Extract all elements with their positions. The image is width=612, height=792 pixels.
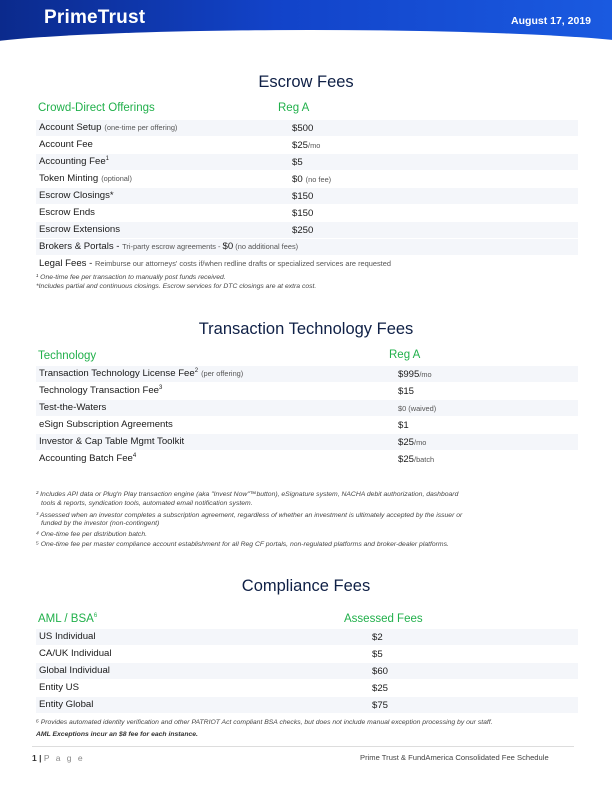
- escrow-legal-row: [36, 256, 578, 272]
- compliance-footnote-bold: AML Exceptions incur an $8 fee for each instance.: [36, 731, 198, 738]
- row-label: Entity US: [39, 682, 79, 693]
- table-row: [36, 400, 578, 416]
- escrow-col-rega: Reg A: [278, 102, 310, 114]
- table-row: [36, 417, 578, 433]
- row-value: $150: [292, 208, 314, 219]
- table-row: [36, 680, 578, 696]
- compliance-col-assessed: Assessed Fees: [344, 613, 423, 625]
- row-label: Account Setup (one-time per offering): [39, 122, 178, 133]
- primetrust-logo: PrimeTrust: [44, 7, 146, 28]
- row-label: Escrow Extensions: [39, 224, 121, 235]
- footer-doc-title: Prime Trust & FundAmerica Consolidated Fee Schedule: [360, 753, 549, 762]
- escrow-col-offerings: Crowd-Direct Offerings: [38, 102, 155, 114]
- row-value: $0 (waived): [398, 404, 437, 413]
- row-label: Entity Global: [39, 699, 94, 710]
- tech-footnote-4: ⁴ One-time fee per distribution batch.: [36, 531, 147, 538]
- row-label: Test-the-Waters: [39, 402, 107, 413]
- row-value: $995/mo: [398, 369, 432, 380]
- table-row: [36, 137, 578, 153]
- compliance-footnote: ⁶ Provides automated identity verification and other PATRIOT Act compliant BSA checks, but does not include manual exception processing by our staff.: [36, 719, 493, 726]
- table-row: [36, 171, 578, 187]
- row-value: $25/batch: [398, 454, 435, 465]
- row-label: Escrow Ends: [39, 207, 95, 218]
- table-row: [36, 188, 578, 204]
- row-value: $250: [292, 225, 314, 236]
- table-row: [36, 646, 578, 662]
- row-label: Accounting Fee$^1$: [39, 156, 110, 168]
- row-label: Technology Transaction Fee$^3$: [39, 385, 163, 397]
- table-row: [36, 205, 578, 221]
- table-row: [36, 120, 578, 136]
- table-row: [36, 154, 578, 170]
- brokers-label: Brokers & Portals - Tri-party escrow agreements - $0 (no additional fees): [39, 241, 299, 252]
- row-value: $500: [292, 123, 314, 134]
- compliance-title: Compliance Fees: [241, 577, 371, 595]
- tech-footnote-2b: tools & reports, syndication tools, automated email notification system.: [41, 500, 253, 507]
- row-value: $0 (no fee): [292, 174, 332, 185]
- row-label: Escrow Closings*: [39, 190, 114, 201]
- row-value: $1: [398, 420, 409, 431]
- header-date: August 17, 2019: [511, 15, 591, 27]
- row-label: Token Minting (optional): [39, 173, 133, 184]
- row-label: Account Fee: [39, 139, 93, 150]
- row-value: $75: [372, 700, 389, 711]
- tech-footnote-3a: ³ Assessed when an investor completes a subscription agreement, regardless of whether an investment is ultimately accepted by the issuer or: [36, 512, 463, 519]
- footer-page-label: 1 | P a g e: [32, 753, 85, 763]
- row-value: $150: [292, 191, 314, 202]
- row-label: Accounting Batch Fee$^4$: [39, 453, 137, 465]
- tech-title: Transaction Technology Fees: [198, 320, 414, 338]
- escrow-brokers-row: [36, 239, 578, 255]
- tech-footnote-2a: ² Includes API data or Plug'n Play transaction engine (aka "Invest Now"™button), eSignature system, NACHA debit authorization, dashboard: [36, 491, 459, 498]
- row-value: $25: [372, 683, 389, 694]
- table-row: [36, 434, 578, 450]
- row-value: $60: [372, 666, 389, 677]
- escrow-title: Escrow Fees: [258, 73, 354, 91]
- escrow-footnote-2: *Includes partial and continuous closings. Escrow services for DTC closings are at extra cost.: [36, 283, 317, 290]
- compliance-col-aml: AML / BSA$^6$: [38, 613, 98, 625]
- escrow-footnote-1: ¹ One-time fee per transaction to manually post funds received.: [36, 274, 226, 281]
- row-label: CA/UK Individual: [39, 648, 112, 659]
- table-row: [36, 222, 578, 238]
- row-value: $2: [372, 632, 383, 643]
- legal-label: Legal Fees - Reimburse our attorneys' costs if/when redline drafts or specialized services are requested: [39, 258, 391, 269]
- table-row: [36, 366, 578, 382]
- table-row: [36, 697, 578, 713]
- tech-footnote-5: ⁵ One-time fee per master compliance account establishment for all Reg CF portals, non-regulated platforms and broker-dealer platforms.: [36, 541, 449, 548]
- row-value: $5: [372, 649, 383, 660]
- row-label: US Individual: [39, 631, 96, 642]
- row-value: $5: [292, 157, 303, 168]
- row-value: $15: [398, 386, 415, 397]
- footer-divider: [32, 746, 574, 747]
- header-swoosh: [0, 30, 612, 42]
- tech-footnote-3b: funded by the investor (non-contingent): [41, 520, 160, 527]
- table-row: [36, 629, 578, 645]
- table-row: [36, 383, 578, 399]
- table-row: [36, 451, 578, 467]
- row-label: Transaction Technology License Fee$^2$ (per offering): [39, 368, 244, 380]
- tech-col-rega: Reg A: [389, 349, 421, 361]
- page-header: [0, 0, 612, 42]
- table-row: [36, 663, 578, 679]
- row-label: Global Individual: [39, 665, 110, 676]
- tech-col-technology: Technology: [38, 350, 97, 362]
- row-label: eSign Subscription Agreements: [39, 419, 173, 430]
- row-value: $25/mo: [292, 140, 321, 151]
- row-label: Investor & Cap Table Mgmt Toolkit: [39, 436, 185, 447]
- row-value: $25/mo: [398, 437, 427, 448]
